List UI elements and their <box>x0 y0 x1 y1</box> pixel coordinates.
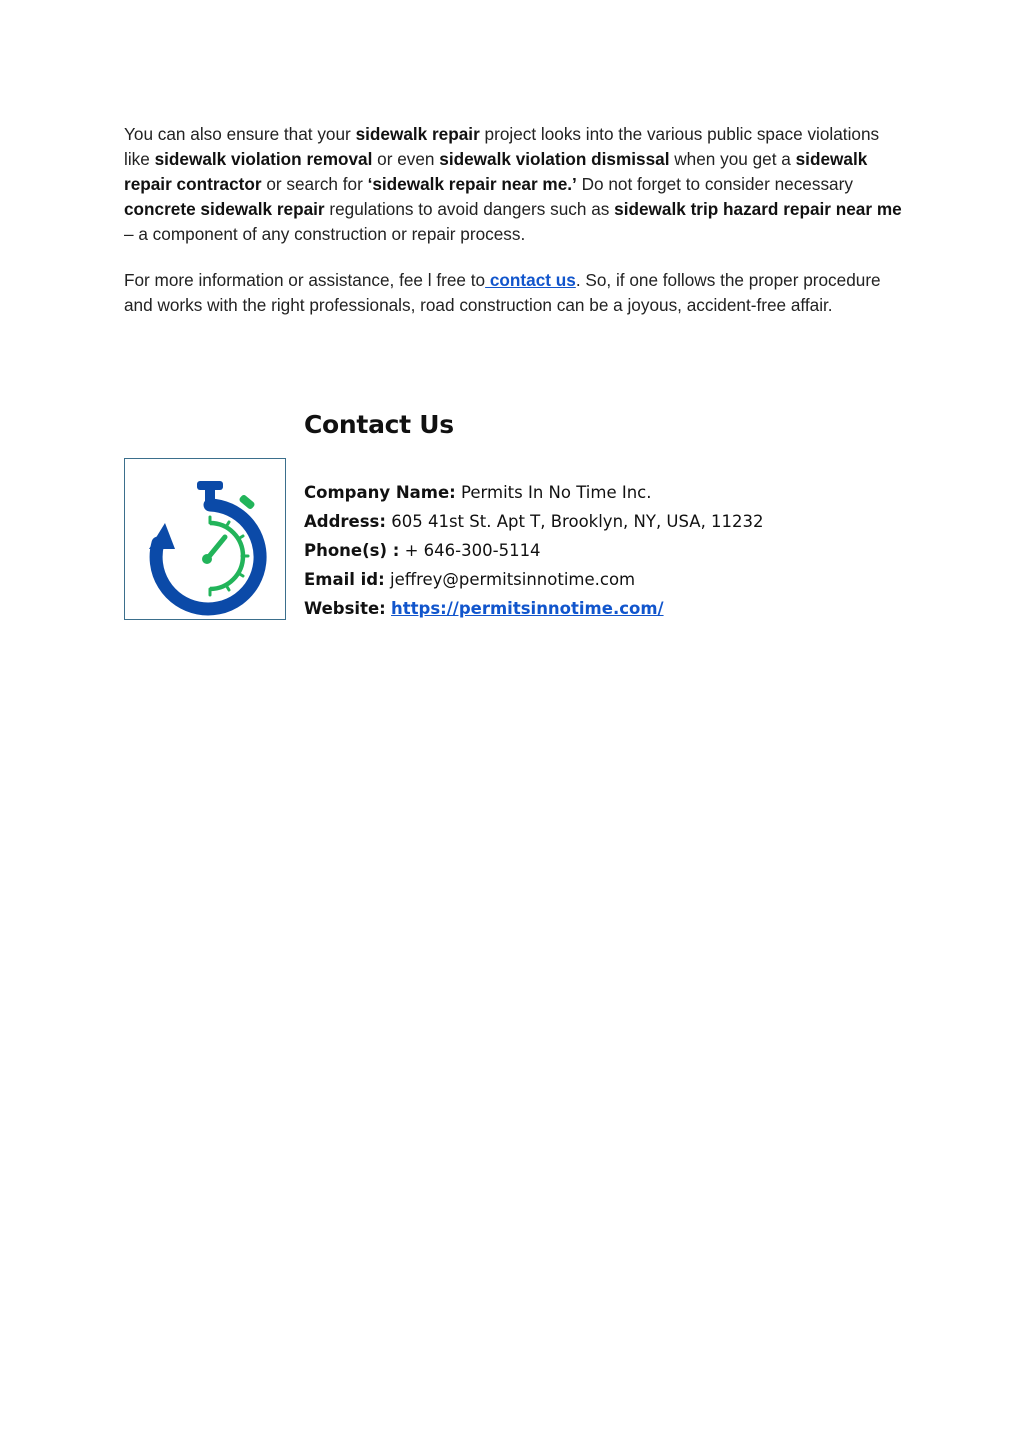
contact-details <box>304 480 764 625</box>
company-name-row <box>304 480 764 509</box>
stopwatch-icon <box>125 459 284 618</box>
phone-row <box>304 538 764 567</box>
text: – a component of any construction or repair process. <box>124 224 526 244</box>
text: . So, if one follows the proper procedure and works with the right professionals, road construction can be a joyous, accident-free affair. <box>124 270 881 315</box>
company-name-label: Company Name: <box>304 483 456 502</box>
company-logo <box>124 458 286 620</box>
text: You can also ensure that your <box>124 124 356 144</box>
company-name-value: Permits In No Time Inc. <box>455 483 652 502</box>
text: project looks into the various public space violations like <box>124 124 880 169</box>
keyword-sidewalk-repair: sidewalk repair <box>355 124 480 144</box>
text: when you get a <box>669 149 796 169</box>
keyword-concrete-repair: concrete sidewalk repair <box>124 199 325 219</box>
contact-heading: Contact Us <box>304 410 454 439</box>
keyword-repair-contractor: sidewalk repair contractor <box>124 149 868 194</box>
text: For more information or assistance, fee l free to <box>124 270 486 290</box>
keyword-violation-removal: sidewalk violation removal <box>154 149 373 169</box>
address-row <box>304 509 764 538</box>
address-label: Address: <box>304 512 386 531</box>
keyword-violation-dismissal: sidewalk violation dismissal <box>439 149 670 169</box>
contact-us-link[interactable]: contact us <box>485 270 576 290</box>
text: Do not forget to consider necessary <box>576 174 853 194</box>
website-link[interactable]: https://permitsinnotime.com/ <box>391 599 664 618</box>
website-row <box>304 596 764 625</box>
text: or search for <box>261 174 368 194</box>
text: or even <box>372 149 440 169</box>
phone-value: + 646-300-5114 <box>399 541 541 560</box>
email-label: Email id: <box>304 570 385 589</box>
email-value: jeffrey@permitsinnotime.com <box>384 570 636 589</box>
website-label: Website: <box>304 599 386 618</box>
text: regulations to avoid dangers such as <box>324 199 615 219</box>
address-value: 605 41st St. Apt T, Brooklyn, NY, USA, 11232 <box>385 512 764 531</box>
keyword-repair-near-me: ‘sidewalk repair near me.’ <box>367 174 577 194</box>
body-paragraph-1 <box>124 122 904 247</box>
body-paragraph-2 <box>124 268 904 318</box>
email-row <box>304 567 764 596</box>
phone-label: Phone(s) : <box>304 541 400 560</box>
keyword-trip-hazard: sidewalk trip hazard repair near me <box>614 199 902 219</box>
